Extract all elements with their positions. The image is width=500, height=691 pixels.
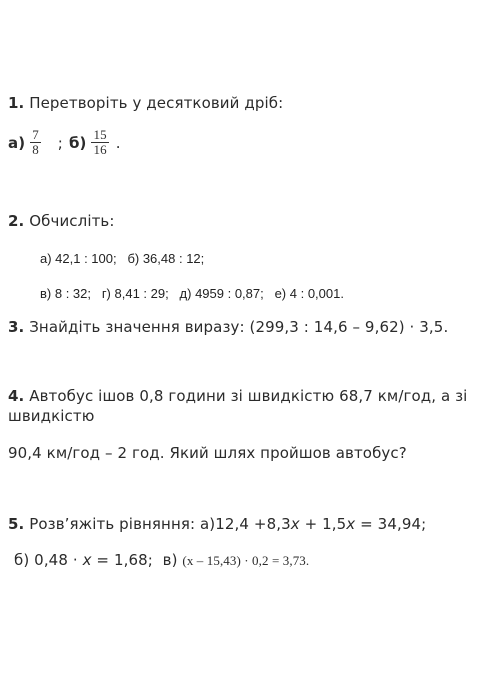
- task-2-line-1: а) 42,1 : 100; б) 36,48 : 12;: [40, 251, 205, 266]
- task-1-number: 1.: [8, 94, 25, 112]
- task-1-text: Перетворіть у десятковий дріб:: [29, 94, 284, 112]
- fraction-a-denominator: 8: [32, 142, 39, 157]
- task-3: [8, 318, 448, 336]
- fraction-a: [31, 128, 40, 157]
- task-5-text: Розв’яжіть рівняння: а)12,4 +8,3: [29, 515, 291, 533]
- task-4-number: 4.: [8, 387, 25, 405]
- task-1-fractions: [8, 128, 121, 157]
- task-2-number: 2.: [8, 212, 25, 230]
- task-1-end: .: [115, 133, 121, 152]
- task-4-line-3: 90,4 км/год – 2 год. Який шлях пройшов автобус?: [8, 444, 407, 462]
- variable-x-1: x: [290, 515, 300, 533]
- task-5-line-1: [8, 515, 426, 533]
- task-1-heading: [8, 94, 283, 112]
- variable-x-3: x: [82, 551, 92, 569]
- task-2-line-2: в) 8 : 32; г) 8,41 : 29; д) 4959 : 0,87; е) 4 : 0,001.: [40, 286, 344, 301]
- task-4-text-1: Автобус ішов 0,8 години зі швидкістю 68,7 км/год, а зі: [29, 387, 468, 405]
- task-1-a-label: а): [8, 133, 26, 152]
- task-2-heading: [8, 212, 115, 230]
- variable-x-2: x: [346, 515, 356, 533]
- task-3-text: Знайдіть значення виразу: (299,3 : 14,6 – 9,62) · 3,5.: [29, 318, 449, 336]
- task-1-b-label: б): [68, 133, 87, 152]
- task-5-number: 5.: [8, 515, 25, 533]
- task-4-line-2: швидкістю: [8, 407, 95, 425]
- task-4-line-1: [8, 387, 467, 405]
- fraction-b-numerator: 15: [93, 127, 107, 142]
- task-5-b-prefix: б) 0,48 ·: [14, 551, 83, 569]
- task-5-b-end: = 1,68; в): [91, 551, 183, 569]
- task-3-number: 3.: [8, 318, 25, 336]
- task-5-line-2: [14, 551, 309, 569]
- task-1-separator: ;: [57, 133, 63, 152]
- fraction-b-denominator: 16: [93, 142, 107, 157]
- fraction-b: [92, 128, 107, 157]
- fraction-a-numerator: 7: [32, 127, 39, 142]
- task-2-text: Обчисліть:: [29, 212, 115, 230]
- task-5-v-expression: (x – 15,43) · 0,2 = 3,73.: [182, 553, 310, 568]
- task-5-end-1: = 34,94;: [355, 515, 427, 533]
- task-5-mid: + 1,5: [299, 515, 347, 533]
